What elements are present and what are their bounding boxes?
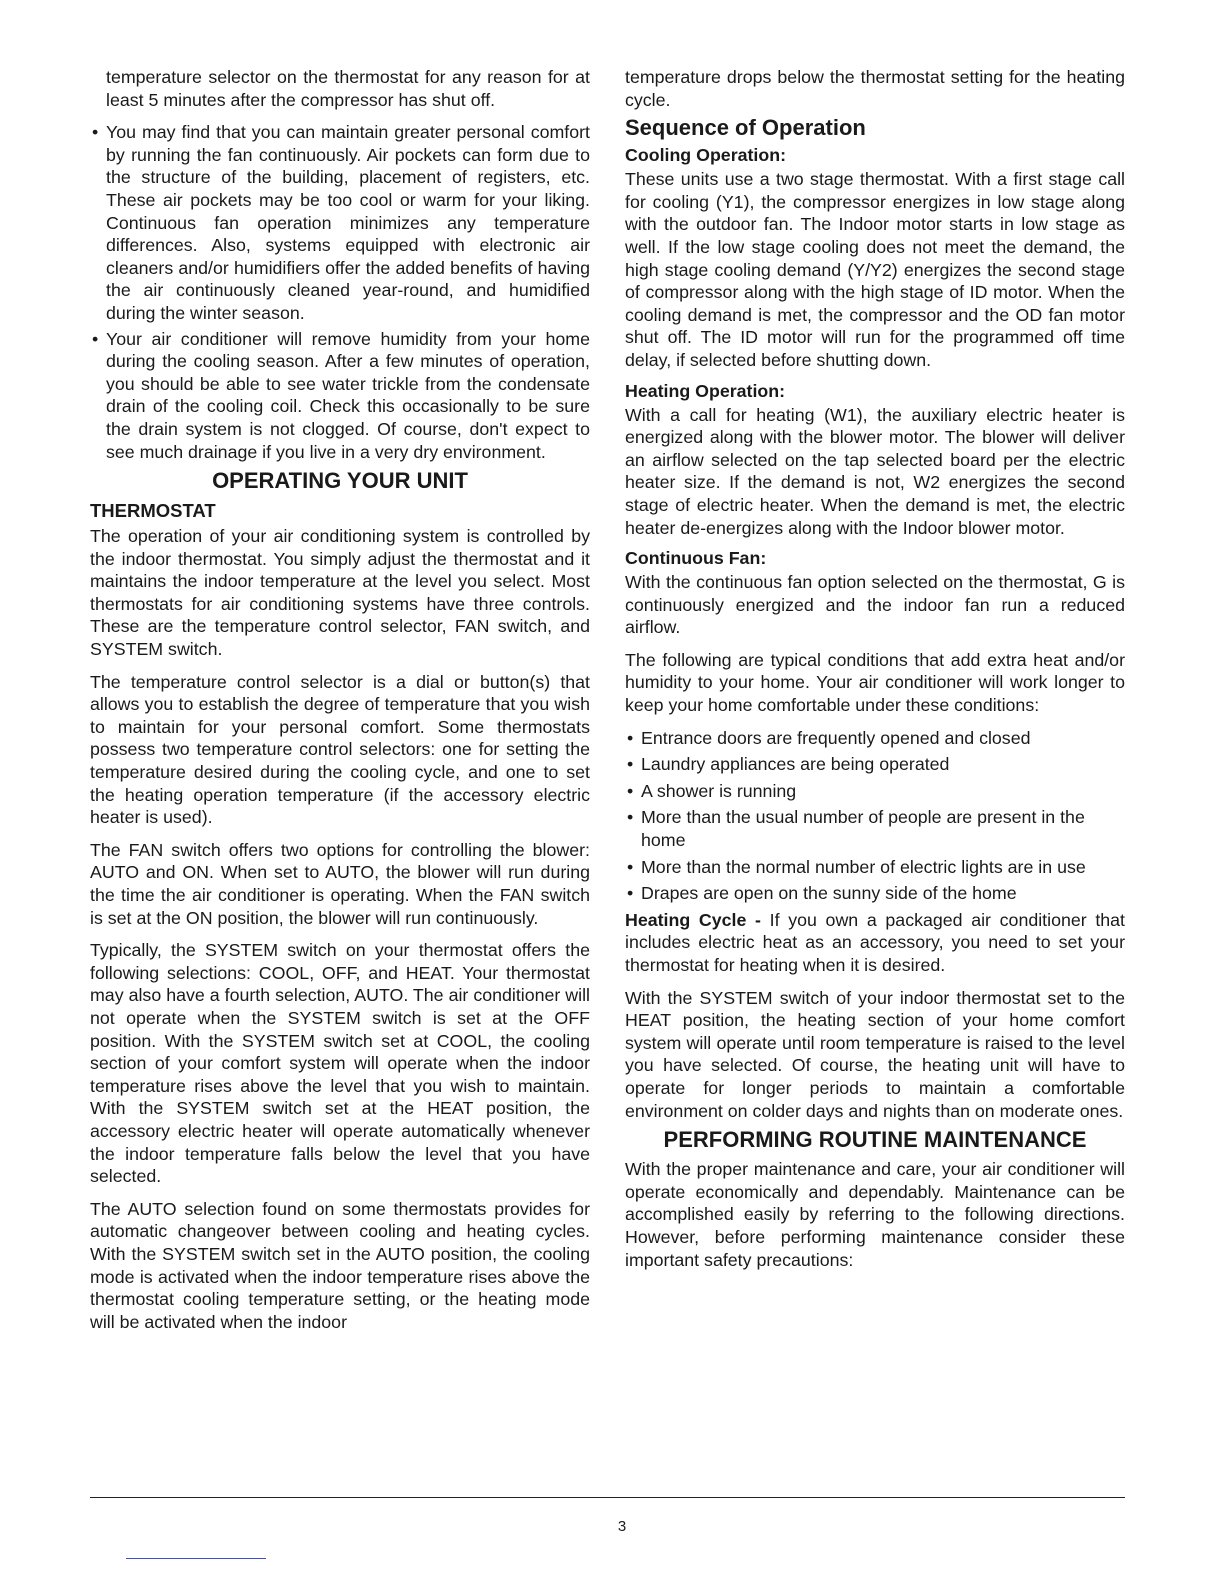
- paragraph: With the continuous fan option selected on the thermostat, G is continuously energized and the indoor fan run a reduced airflow.: [625, 572, 1125, 638]
- section-title-operating: OPERATING YOUR UNIT: [212, 468, 468, 494]
- list-item: • You may find that you can maintain greater personal comfort by running the fan continuously. Air pockets can form due to the structure of the building, placement of registers, etc. These air pockets may be too cool or warm for your liking. Continuous fan operation minimizes any temperature differences. Also, systems equipped with electronic air cleaners and/or humidifiers offer the added benefits of having the air continuously cleaned year-round, and humidified during the winter season.: [90, 121, 590, 324]
- list-item: • Entrance doors are frequently opened and closed: [625, 727, 1125, 750]
- paragraph: With a call for heating (W1), the auxiliary electric heater is energized along with the blower motor. The blower will deliver an airflow selected on the tap selected board per the electric heater size. If the demand is not, W2 energizes the second stage of electric heater. When the demand is met, the electric heater de-energizes along with the Indoor blower motor.: [625, 404, 1125, 538]
- paragraph: Typically, the SYSTEM switch on your thermostat offers the following selections: COOL, OFF, and HEAT. Your thermostat may also have a fourth selection, AUTO. The air conditioner will not operate when the SYSTEM switch is set at the OFF position. With the SYSTEM switch set at COOL, the cooling section of your comfort system will operate when the indoor temperature rises above the level that you wish to maintain. With the SYSTEM switch set at the HEAT position, the accessory electric heater will operate automatically whenever the indoor temperature falls below the level that you have selected.: [90, 940, 590, 1187]
- heating-cycle-paragraph: [625, 909, 1125, 977]
- footer-divider: [90, 1497, 1125, 1498]
- paragraph: The temperature control selector is a dial or button(s) that allows you to establish the degree of temperature that you wish to maintain for your personal comfort. Some thermostats possess two temperature control selectors: one for setting the temperature desired during the cooling cycle, and one to set the heating operation temperature (if the accessory electric heater is used).: [90, 671, 590, 828]
- paragraph: With the SYSTEM switch of your indoor thermostat set to the HEAT position, the heating section of your home comfort system will operate until room temperature is raised to the level you have selected. Of course, the heating unit will have to operate for longer periods to maintain a comfortable environment on colder days and nights than on moderate ones.: [625, 987, 1125, 1121]
- list-item: • More than the normal number of electric lights are in use: [625, 856, 1125, 879]
- right-column: [625, 66, 1125, 1271]
- paragraph: The operation of your air conditioning system is controlled by the indoor thermostat. You simply adjust the thermostat and it maintains the indoor temperature at the level you select. Most thermostats for air conditioning systems have three controls. These are the temperature control selector, FAN switch, and SYSTEM switch.: [90, 526, 590, 660]
- page-number: 3: [617, 1518, 627, 1535]
- heating-heading: Heating Operation:: [625, 380, 786, 401]
- fan-heading: Continuous Fan:: [625, 548, 767, 569]
- list-item: • Laundry appliances are being operated: [625, 753, 1125, 776]
- thermostat-heading: THERMOSTAT: [90, 500, 216, 522]
- intro-paragraph: temperature drops below the thermostat setting for the heating cycle.: [625, 67, 1125, 110]
- left-column: [90, 66, 590, 1333]
- paragraph: The FAN switch offers two options for controlling the blower: AUTO and ON. When set to AUTO, the blower will run during the time the air conditioner is operating. When the FAN switch is set at the ON position, the blower will run continuously.: [90, 839, 590, 928]
- paragraph: The following are typical conditions that add extra heat and/or humidity to your home. Your air conditioner will work longer to keep your home comfortable under these conditions:: [625, 649, 1125, 716]
- list-item: • More than the usual number of people are present in the home: [625, 806, 1125, 851]
- section-title-maintenance: PERFORMING ROUTINE MAINTENANCE: [663, 1127, 1087, 1153]
- sequence-title: Sequence of Operation: [625, 115, 866, 141]
- list-item: • A shower is running: [625, 780, 1125, 803]
- tips-list: [90, 121, 590, 463]
- list-item: • Drapes are open on the sunny side of the home: [625, 882, 1125, 905]
- heating-cycle-label: Heating Cycle -: [625, 909, 761, 930]
- paragraph: The AUTO selection found on some thermostats provides for automatic changeover between cooling and heating cycles. With the SYSTEM switch set in the AUTO position, the cooling mode is activated when the indoor temperature rises above the thermostat cooling temperature setting, or the heating mode will be activated when the indoor: [90, 1198, 590, 1332]
- list-item: • Your air conditioner will remove humidity from your home during the cooling season. After a few minutes of operation, you should be able to see water trickle from the condensate drain of the cooling coil. Check this occasionally to be sure the drain system is not clogged. Of course, don't expect to see much drainage if you live in a very dry environment.: [90, 328, 590, 464]
- cooling-heading: Cooling Operation:: [625, 145, 787, 166]
- paragraph: These units use a two stage thermostat. With a first stage call for cooling (Y1), the compressor energizes in low stage along with the outdoor fan. The Indoor motor starts in low stage as well. If the low stage cooling does not meet the demand, the high stage cooling demand (Y/Y2) energizes the second stage of compressor along with the high stage of ID motor. When the cooling demand is met, the compressor and the OD fan motor shut off. The ID motor will run for the programmed off time delay, if selected before shutting down.: [625, 169, 1125, 370]
- intro-paragraph: temperature selector on the thermostat for any reason for at least 5 minutes after the compressor has shut off.: [106, 67, 590, 110]
- paragraph: With the proper maintenance and care, your air conditioner will operate economically and dependably. Maintenance can be accomplished easily by referring to the following directions. However, before performing maintenance consider these important safety precautions:: [625, 1159, 1125, 1270]
- conditions-list: [625, 727, 1125, 905]
- bottom-blue-line: [126, 1558, 266, 1559]
- heating-cycle-text: If you own a packaged air conditioner that includes electric heat as an accessory, you need to set your thermostat for heating when it is desired.: [625, 909, 1125, 975]
